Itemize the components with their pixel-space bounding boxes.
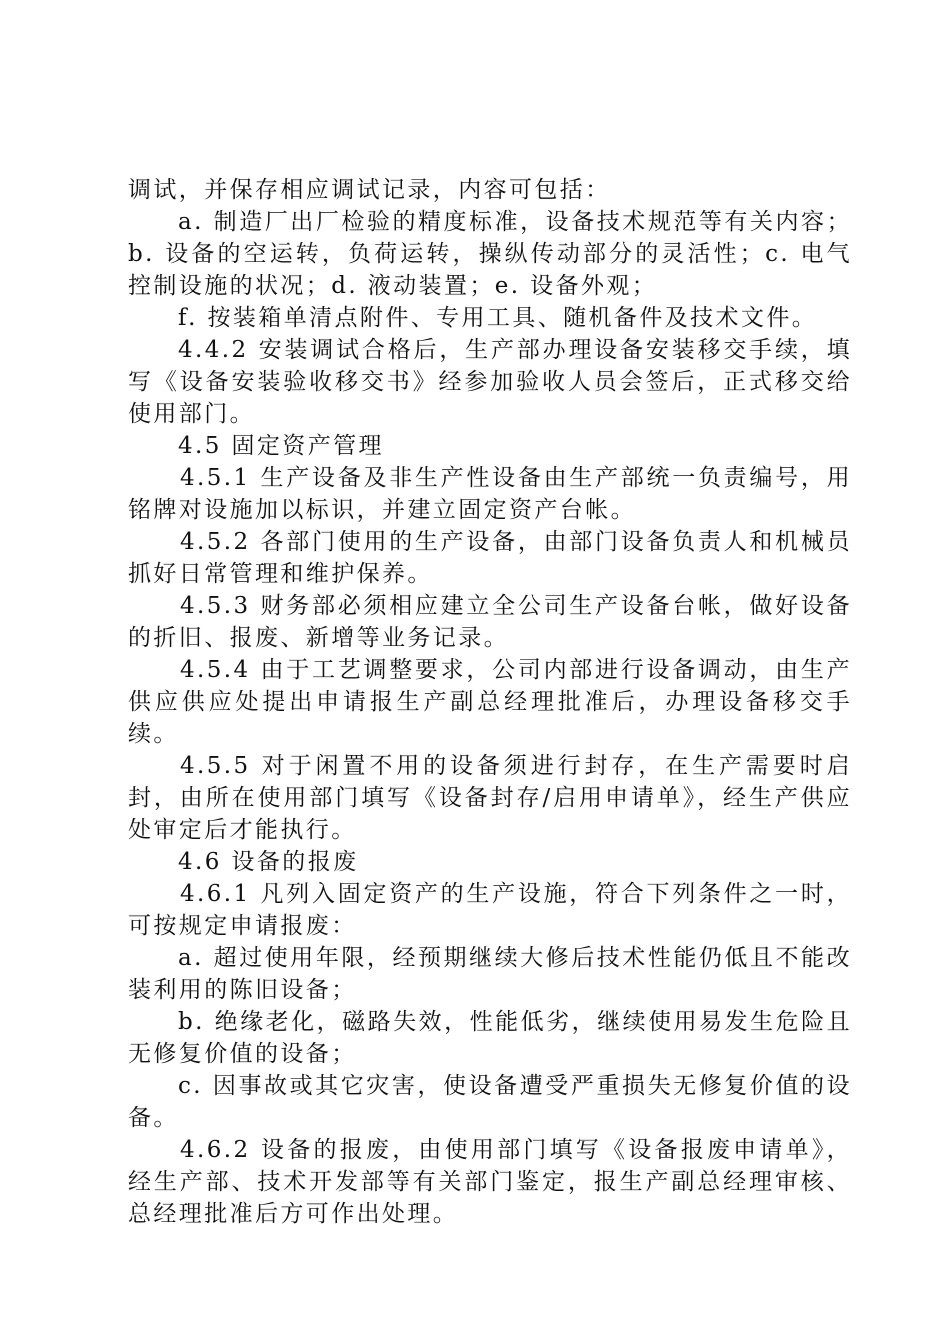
list-item-c: c. 因事故或其它灾害，使设备遭受严重损失无修复价值的设备。 [128,1073,852,1131]
section-4-4-2: 4.4.2 安装调试合格后，生产部办理设备安装移交手续，填写《设备安装验收移交书》经参加验收人员会签后，正式移交给使用部门。 [128,337,852,427]
paragraph-debug-record: 调试，并保存相应调试记录，内容可包括： [128,177,611,203]
section-4-5-1: 4.5.1 生产设备及非生产性设备由生产部统一负责编号，用铭牌对设施加以标识，并建立固定资产台帐。 [128,465,852,523]
heading-4-6: 4.6 设备的报废 [178,849,359,875]
section-4-6-2: 4.6.2 设备的报废，由使用部门填写《设备报废申请单》，经生产部、技术开发部等有关部门鉴定，报生产副总经理审核、总经理批准后方可作出处理。 [128,1137,852,1227]
section-4-5-4: 4.5.4 由于工艺调整要求，公司内部进行设备调动，由生产供应供应处提出申请报生产副总经理批准后，办理设备移交手续。 [128,657,852,747]
section-4-5-2: 4.5.2 各部门使用的生产设备，由部门设备负责人和机械员抓好日常管理和维护保养。 [128,529,852,587]
document-body [128,174,852,1230]
section-4-5-3: 4.5.3 财务部必须相应建立全公司生产设备台帐，做好设备的折旧、报废、新增等业务记录。 [128,593,852,651]
list-item-b: b. 绝缘老化，磁路失效，性能低劣，继续使用易发生危险且无修复价值的设备； [128,1009,852,1067]
section-4-5-5: 4.5.5 对于闲置不用的设备须进行封存，在生产需要时启封，由所在使用部门填写《设备封存/启用申请单》，经生产供应处审定后才能执行。 [128,753,852,843]
heading-4-5: 4.5 固定资产管理 [178,433,384,459]
paragraph-packing-list: f. 按装箱单清点附件、专用工具、随机备件及技术文件。 [178,305,818,331]
paragraph-inspection-items: a. 制造厂出厂检验的精度标准，设备技术规范等有关内容；b. 设备的空运转，负荷运转，操纵传动部分的灵活性；c. 电气控制设施的状况；d. 液动装置；e. 设备外观； [128,209,852,299]
list-item-a: a. 超过使用年限，经预期继续大修后技术性能仍低且不能改装利用的陈旧设备； [128,945,852,1003]
section-4-6-1: 4.6.1 凡列入固定资产的生产设施，符合下列条件之一时，可按规定申请报废： [128,881,852,939]
